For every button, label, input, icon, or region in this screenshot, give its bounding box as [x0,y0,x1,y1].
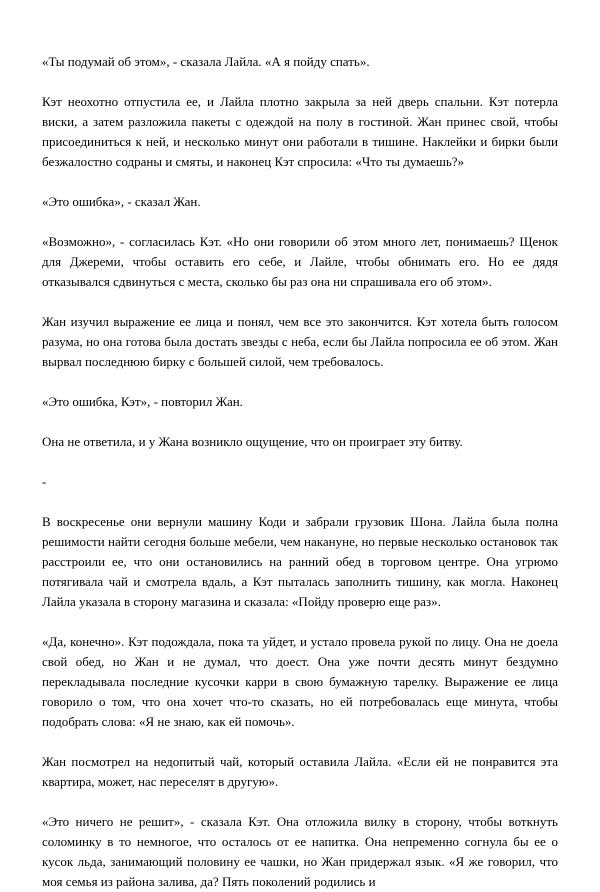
body-text-column [42,52,558,892]
paragraph-9: «Да, конечно». Кэт подождала, пока та уйдет, и устало провела рукой по лицу. Она не доела свой обед, но Жан и не думал, что доест. Она уже почти десять минут бездумно перекладывала последние кусочки карри в свою бумажную тарелку. Выражение ее лица говорило о том, что она хочет что-то сказать, но ей потребовалась еще минута, чтобы подобрать слова: «Я не знаю, как ей помочь». [42,634,558,729]
paragraph-10: Жан посмотрел на недопитый чай, который оставила Лайла. «Если ей не понравится эта квартира, может, нас переселят в другую». [42,754,558,789]
paragraph-11: «Это ничего не решит», - сказала Кэт. Она отложила вилку в сторону, чтобы воткнуть соломинку в то немногое, что осталось от ее напитка. Она непременно согнула бы ее о кусок льда, занимающий половину ее чашки, но Жан придержал язык. «Я же говорил, что моя семья из района залива, да? Пять поколений родились и [42,814,558,889]
paragraph-5: Жан изучил выражение ее лица и понял, чем все это закончится. Кэт хотела быть голосом разума, но она готова была достать звезды с неба, если бы Лайла попросила ее об этом. Жан вырвал последнюю бирку с большей силой, чем требовалось. [42,314,558,369]
paragraph-7: Она не ответила, и у Жана возникло ощущение, что он проиграет эту битву. [42,434,463,449]
paragraph-2: Кэт неохотно отпустила ее, и Лайла плотно закрыла за ней дверь спальни. Кэт потерла виски, а затем разложила пакеты с одеждой на полу в гостиной. Жан принес свой, чтобы присоединиться к ней, и несколько минут они работали в тишине. Наклейки и бирки были безжалостно содраны и смяты, и наконец Кэт спросила: «Что ты думаешь?» [42,94,558,169]
paragraph-8: В воскресенье они вернули машину Коди и забрали грузовик Шона. Лайла была полна решимости найти сегодня больше мебели, чем накануне, но первые несколько остановок так расстроили ее, что они остановились на ранний обед в торговом центре. Она угрюмо потягивала чай и смотрела вдаль, а Кэт пыталась заполнить тишину, как могла. Наконец Лайла указала в сторону магазина и сказала: «Пойду проверю еще раз». [42,514,558,609]
section-separator-dash: - [42,474,47,489]
paragraph-6: «Это ошибка, Кэт», - повторил Жан. [42,394,243,409]
paragraph-3: «Это ошибка», - сказал Жан. [42,194,201,209]
paragraph-1: «Ты подумай об этом», - сказала Лайла. «А я пойду спать». [42,54,370,69]
paragraph-4: «Возможно», - согласилась Кэт. «Но они говорили об этом много лет, понимаешь? Щенок для Джереми, чтобы оставить его себе, и Лайле, чтобы обнимать его. Но ее дядя отказывался сдвинуться с места, сколько бы раз она ни спрашивала его об этом». [42,234,558,289]
